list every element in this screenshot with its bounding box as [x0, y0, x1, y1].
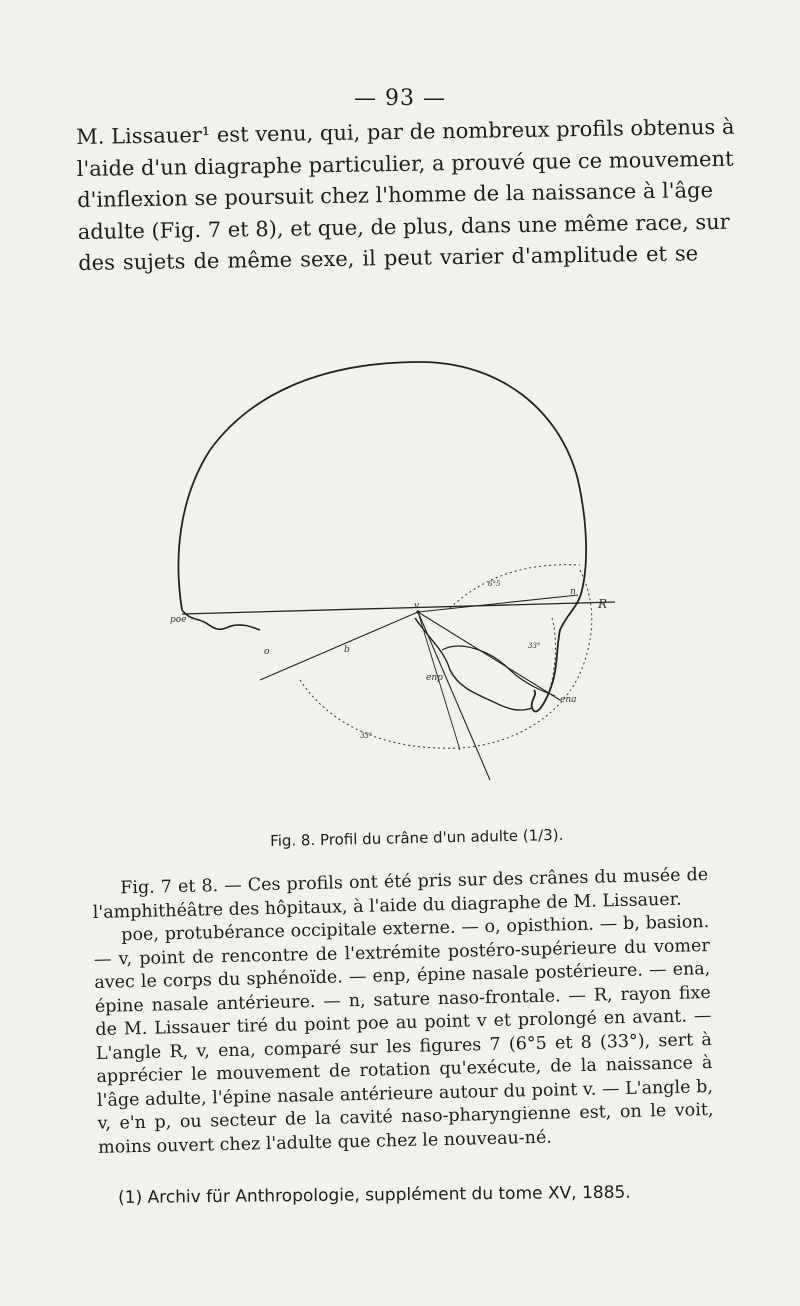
label-angle-mid: 33°: [360, 732, 373, 740]
body-line: adulte (Fig. 7 et 8), et que, de plus, dans une même race, sur: [77, 209, 730, 244]
body-paragraph: [76, 112, 735, 279]
line-b-v: [260, 612, 418, 680]
label-ena: ena: [560, 695, 577, 705]
note-paragraph: Fig. 7 et 8. — Ces profils ont été pris sur des crânes du musée de l'amphithéâtre des hôpitaux, à l'aide du diagraphe de M. Lissauer.: [92, 865, 709, 923]
skull-profile-drawing: [160, 350, 640, 790]
note-paragraph: poe, protubérance occipitale externe. — o, opisthion. — b, basion. — v, point de rencontre de l'extrémite postéro-supérieure du vomer avec le corps du sphénoïde. — enp, épine nasale postérieure. — ena, épine nasale antérieure. — n, sature naso-frontale. — R, rayon fixe de M. Lissauer tiré du point poe au point v et prolongé en avant. — L'angle R, v, ena, comparé sur les figures 7 (6°5 et 8 (33°), sert à apprécier le mouvement de rotation qu'exécute, de la naissance à l'âge adulte, l'épine nasale antérieure autour du point v. — L'angle b, v, e'n p, ou secteur de la cavité naso-pharyngienne est, on le voit, moins ouvert chez l'adulte que chez le nouveau-né.: [93, 912, 714, 1158]
label-angle-large: 33°: [528, 642, 541, 650]
figure-caption: Fig. 8. Profil du crâne d'un adulte (1/3).: [270, 825, 564, 850]
label-R: R: [598, 597, 608, 611]
facial-contour: [415, 618, 532, 710]
label-o: o: [264, 647, 270, 657]
label-angle-small: 6°5: [488, 580, 501, 588]
page-number: — 93 —: [354, 86, 446, 111]
skull-outline: [178, 362, 586, 712]
label-n: n: [570, 587, 576, 597]
label-b: b: [344, 645, 350, 655]
body-line: des sujets de même sexe, il peut varier d'amplitude et se: [78, 241, 699, 275]
label-enp: enp: [426, 673, 443, 683]
radius-line-R: [182, 602, 615, 614]
body-line: l'aide d'un diagraphe particulier, a prouvé que ce mouvement: [76, 146, 734, 181]
body-line: M. Lissauer¹ est venu, qui, par de nombreux profils obtenus à: [76, 114, 735, 149]
skull-profile-figure: [160, 350, 640, 790]
label-poe: poe: [170, 615, 187, 625]
footnote: (1) Archiv für Anthropologie, supplément du tome XV, 1885.: [118, 1182, 631, 1208]
body-line: d'inflexion se poursuit chez l'homme de la naissance à l'âge: [77, 178, 714, 212]
line-v-ena: [418, 612, 560, 700]
figure-notes: [92, 864, 714, 1160]
label-v: v: [414, 601, 420, 611]
palate-contour: [442, 646, 555, 696]
